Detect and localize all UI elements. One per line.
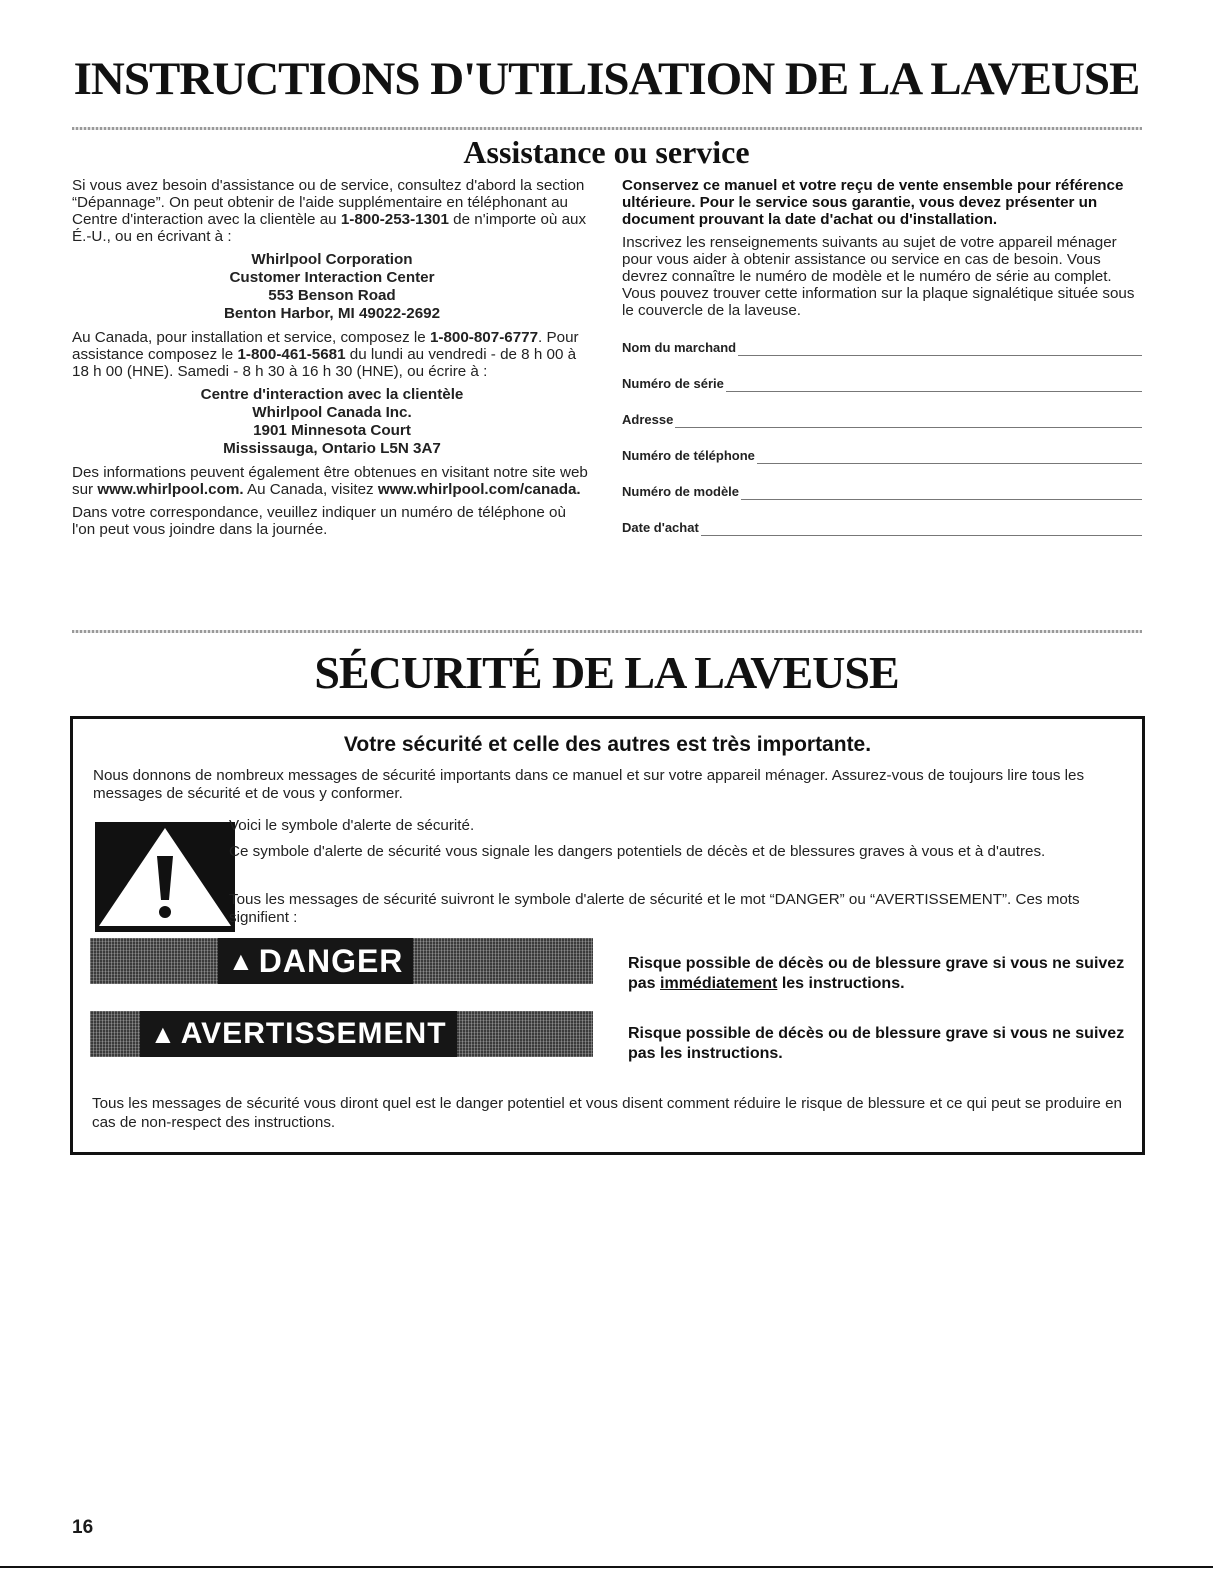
assistance-paragraph-3: Des informations peuvent également être obtenues en visitant notre site web sur www.whirlpool.com. Au Canada, visitez www.whirlpool.com/canada. (72, 464, 588, 498)
symbol-line-1: Voici le symbole d'alerte de sécurité. (229, 817, 475, 834)
safety-box-border-right (1142, 950, 1145, 1155)
safety-box (70, 716, 1145, 1155)
page-bottom-rule (0, 1566, 1213, 1568)
record-info-form (622, 339, 1142, 536)
record-info-paragraph: Inscrivez les renseignements suivants au sujet de votre appareil ménager pour vous aider à obtenir assistance ou service en cas de besoin. Vous devrez connaître le numéro de modèle et le numéro de série au complet. Vous pouvez trouver cette information sur la plaque signalétique située sous le couvercle de la laveuse. (622, 234, 1135, 319)
us-address: Whirlpool Corporation Customer Interaction Center 553 Benson Road Benton Harbor, MI 49022-2692 (223, 251, 441, 322)
serial-number-field[interactable]: Numéro de série (622, 375, 1142, 392)
warning-signal-banner (90, 1011, 593, 1057)
purchase-date-field[interactable]: Date d'achat (622, 519, 1142, 536)
us-phone: 1-800-253-1301 (340, 211, 449, 228)
divider-rule (72, 630, 1142, 633)
warning-triangle-icon: ▲ (150, 1018, 177, 1049)
canada-website-link[interactable]: www.whirlpool.com/canada. (377, 481, 581, 498)
symbol-line-3: Tous les messages de sécurité suivront le symbole d'alerte de sécurité et le mot “DANGER” ou “AVERTISSEMENT”. Ces mots signifient : (229, 891, 1080, 926)
canada-service-phone: 1-800-807-6777 (429, 329, 539, 346)
address-field[interactable]: Adresse (622, 411, 1142, 428)
safety-intro: Nous donnons de nombreux messages de sécurité importants dans ce manuel et sur votre appareil ménager. Assurez-vous de toujours lire tous les messages de sécurité et de vous y conformer. (93, 767, 1085, 802)
safety-alert-symbol (95, 822, 235, 932)
danger-signal-banner (90, 938, 593, 984)
keep-manual-notice: Conservez ce manuel et votre reçu de vente ensemble pour référence ultérieure. Pour le service sous garantie, vous devez présenter un document prouvant la date d'achat ou d'installation. (622, 177, 1124, 228)
danger-description: Risque possible de décès ou de blessure grave si vous ne suivez pas immédiatement les instructions. (628, 955, 1125, 992)
warning-description: Risque possible de décès ou de blessure grave si vous ne suivez pas les instructions. (628, 1025, 1125, 1062)
assistance-paragraph-4: Dans votre correspondance, veuillez indiquer un numéro de téléphone où l'on peut vous joindre dans la journée. (72, 504, 566, 538)
website-link[interactable]: www.whirlpool.com. (97, 481, 244, 498)
warning-label: AVERTISSEMENT (180, 1017, 447, 1050)
dealer-name-field[interactable]: Nom du marchand (622, 339, 1142, 356)
divider-rule (72, 127, 1142, 130)
assistance-paragraph-2: Au Canada, pour installation et service, composez le 1-800-807-6777. Pour assistance composez le 1-800-461-5681 du lundi au vendredi - de 8 h 00 à 18 h 00 (HNE). Samedi - 8 h 30 à 16 h 30 (HNE), ou écrire à : (72, 329, 579, 380)
canada-address: Centre d'interaction avec la clientèle Whirlpool Canada Inc. 1901 Minnesota Court Mississauga, Ontario L5N 3A7 (200, 386, 464, 457)
danger-label: DANGER (258, 942, 404, 979)
safety-headline: Votre sécurité et celle des autres est très importante. (343, 733, 872, 756)
page-number: 16 (72, 1517, 94, 1538)
safety-footer: Tous les messages de sécurité vous diront quel est le danger potentiel et vous disent comment réduire le risque de blessure et ce qui peut se produire en cas de non-respect des instructions. (92, 1095, 1122, 1131)
warning-triangle-icon: ▲ (228, 945, 255, 976)
canada-assistance-phone: 1-800-461-5681 (237, 346, 346, 363)
page-title: INSTRUCTIONS D'UTILISATION DE LA LAVEUSE (73, 53, 1140, 105)
safety-box-border-bottom (70, 1152, 1145, 1155)
safety-box-border-left (70, 950, 73, 1155)
warning-triangle-icon (95, 822, 235, 932)
model-number-field[interactable]: Numéro de modèle (622, 483, 1142, 500)
assistance-right-column (622, 177, 1142, 555)
assistance-title: Assistance ou service (463, 134, 750, 170)
assistance-paragraph-1: Si vous avez besoin d'assistance ou de service, consultez d'abord la section “Dépannage”. On peut obtenir de l'aide supplémentaire en téléphonant au Centre d'interaction avec la clientèle au 1-800-253-1301 de n'importe où aux É.-U., ou en écrivant à : (72, 177, 587, 245)
symbol-line-2: Ce symbole d'alerte de sécurité vous signale les dangers potentiels de décès et de blessures graves à vous et à d'autres. (229, 843, 1046, 860)
phone-number-field[interactable]: Numéro de téléphone (622, 447, 1142, 464)
safety-title: SÉCURITÉ DE LA LAVEUSE (314, 647, 899, 698)
assistance-left-column (72, 177, 592, 544)
